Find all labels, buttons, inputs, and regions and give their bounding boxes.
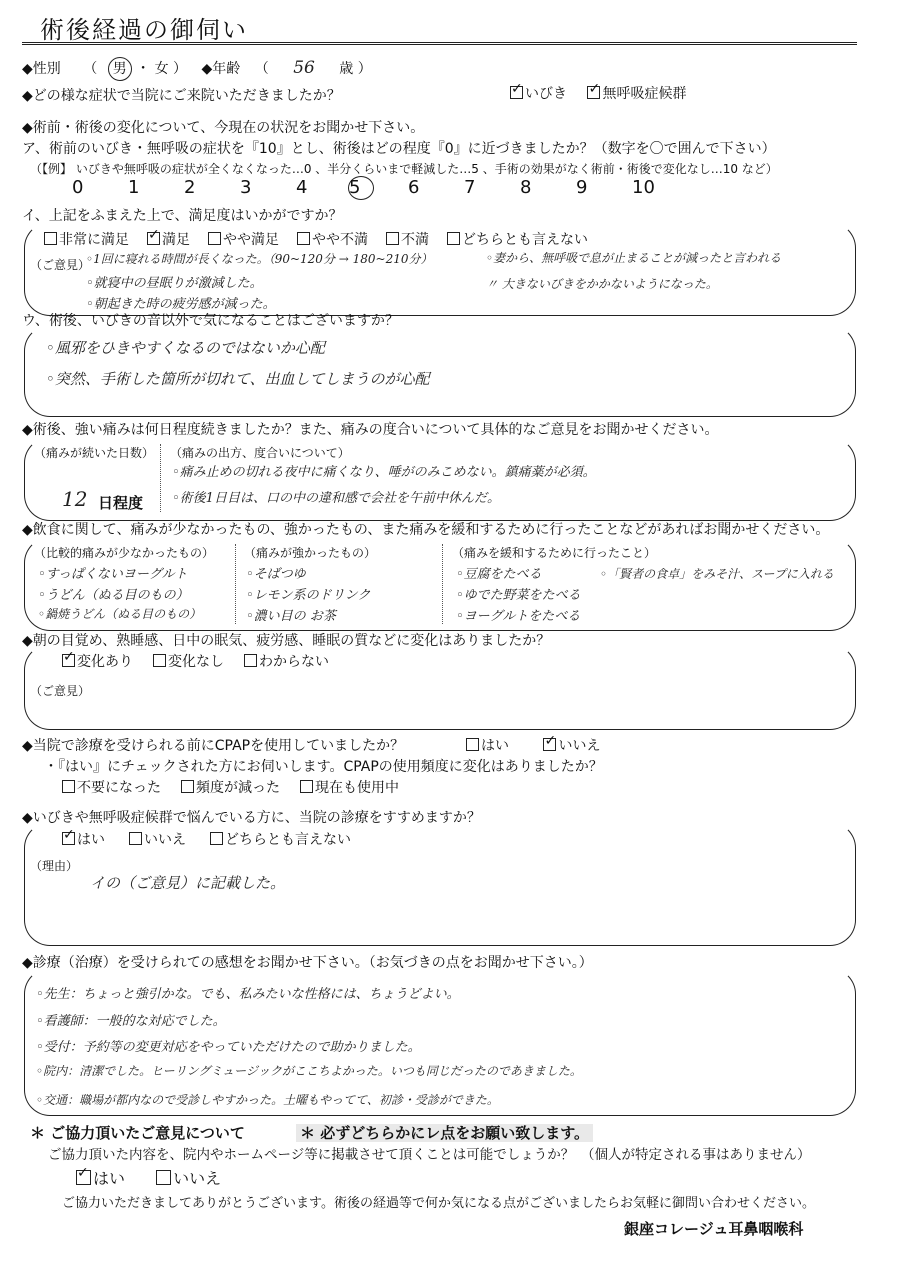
reason-text: イの（ご意見）に記載した。 bbox=[90, 874, 286, 892]
option-label: 変化なし bbox=[168, 654, 224, 670]
option-item[interactable] bbox=[297, 232, 368, 248]
option-label: 不要になった bbox=[77, 780, 161, 796]
food-col2-item-2: ◦レモン系のドリンク bbox=[246, 588, 371, 603]
score-option[interactable]: 6 bbox=[408, 177, 420, 198]
checkbox[interactable] bbox=[386, 232, 399, 245]
food-col1-item-2: ◦うどん（ぬる目のもの） bbox=[38, 588, 189, 603]
footer-thanks: ご協力いただきましてありがとうございます。術後の経過等で何か気になる点がございましたらお気軽に御問い合わせください。 bbox=[62, 1196, 815, 1211]
checkbox[interactable] bbox=[129, 832, 142, 845]
publish-no-checkbox[interactable] bbox=[156, 1170, 171, 1185]
option-item[interactable] bbox=[62, 832, 105, 848]
cpap-no-checkbox[interactable] bbox=[543, 738, 556, 751]
score-scale bbox=[72, 176, 688, 200]
publish-yes-checkbox[interactable] bbox=[76, 1170, 91, 1185]
option-label: どちらとも言えない bbox=[462, 232, 588, 248]
food-col3-item-2: ◦ゆでた野菜をたべる bbox=[456, 588, 581, 603]
cpap-options: はい ✓ いいえ bbox=[466, 735, 600, 755]
checkbox[interactable] bbox=[62, 780, 75, 793]
sat-comment-3: ◦朝起きた時の疲労感が減った。 bbox=[86, 297, 276, 312]
checkbox[interactable] bbox=[153, 654, 166, 667]
other-question: ウ、術後、いびきの音以外で気になることはございますか？ bbox=[22, 313, 399, 329]
option-label: やや満足 bbox=[223, 232, 279, 248]
impression-comment-5: ◦交通：職場が都内なので受診しやすかった。土曜もやってて、初診・受診ができた。 bbox=[36, 1093, 499, 1107]
option-label: 不満 bbox=[401, 232, 429, 248]
food-col3-extra: ◦「賢者の食卓」をみそ汁、スープに入れる bbox=[600, 567, 834, 581]
pain-days-value[interactable]: 12 bbox=[62, 487, 88, 511]
impression-question: ◆診療（治療）を受けられての感想をお聞かせ下さい。（お気づきの点をお聞かせ下さい。） bbox=[22, 955, 593, 971]
pain-question: ◆術後、強い痛みは何日程度続きましたか？また、痛みの度合いについて具体的なご意見をお聞かせください。 bbox=[22, 422, 719, 438]
option-item[interactable] bbox=[447, 232, 588, 248]
impression-comment-3: ◦受付：予約等の変更対応をやっていただけたので助かりました。 bbox=[36, 1040, 421, 1055]
sat-comment-1: ◦1回に寝れる時間が長くなった。（90~120分 → 180~210分） bbox=[86, 252, 433, 266]
cpap-yes-checkbox[interactable] bbox=[466, 738, 479, 751]
opinion-label: （ご意見） bbox=[30, 258, 91, 272]
score-option[interactable]: 2 bbox=[184, 177, 196, 198]
score-option[interactable]: 8 bbox=[520, 177, 532, 198]
food-col2-item-3: ◦濃い目の お茶 bbox=[246, 609, 336, 624]
option-item[interactable] bbox=[44, 232, 129, 248]
food-divider-1 bbox=[235, 544, 236, 624]
impression-comment-1: ◦先生：ちょっと強引かな。でも、私みたいな性格には、ちょうどよい。 bbox=[36, 987, 460, 1002]
recommend-options bbox=[62, 829, 375, 849]
impression-comment-2: ◦看護師：一般的な対応でした。 bbox=[36, 1014, 226, 1029]
footer-publish-question: ご協力頂いた内容を、院内やホームページ等に掲載させて頂くことは可能でしょうか？ （個人が特定される事はありません） bbox=[48, 1147, 811, 1163]
satisfaction-options bbox=[44, 229, 606, 249]
footer-required: ＊ 必ずどちらかにレ点をお願い致します。 bbox=[296, 1122, 593, 1143]
symptom-options: ✓ いびき ✓ 無呼吸症候群 bbox=[510, 83, 686, 103]
page-title: 術後経過の御伺い bbox=[40, 16, 248, 44]
option-item[interactable] bbox=[129, 832, 186, 848]
option-item[interactable] bbox=[62, 654, 133, 670]
checkbox[interactable] bbox=[300, 780, 313, 793]
satisfaction-question: イ、上記をふまえた上で、満足度はいかがですか？ bbox=[22, 208, 343, 224]
checkbox[interactable] bbox=[62, 654, 75, 667]
food-col1-item-1: ◦すっぱくないヨーグルト bbox=[38, 567, 188, 582]
age-value[interactable]: 56 bbox=[293, 58, 315, 78]
pain-comment-1: ◦痛み止めの切れる夜中に痛くなり、唾がのみこめない。鎮痛薬が必須。 bbox=[172, 465, 596, 480]
impression-comment-4: ◦院内：清潔でした。ヒーリングミュージックがここちよかった。いつも同じだったのであきました。 bbox=[36, 1064, 582, 1078]
checkbox[interactable] bbox=[44, 232, 57, 245]
reason-label: （理由） bbox=[30, 859, 79, 873]
change-subquestion: ア、術前のいびき・無呼吸の症状を『10』とし、術後はどの程度『0』に近づきましたか？（数字を〇で囲んで下さい） bbox=[22, 141, 776, 157]
gender-female[interactable]: 女 bbox=[154, 61, 169, 77]
food-divider-2 bbox=[442, 544, 443, 624]
score-option[interactable]: 7 bbox=[464, 177, 476, 198]
food-col1-label: （比較的痛みが少なかったもの） bbox=[34, 546, 215, 560]
footer-cooperation: ＊ ご協力頂いたご意見について bbox=[30, 1124, 245, 1142]
score-option[interactable]: 4 bbox=[296, 177, 308, 198]
option-label: 現在も使用中 bbox=[315, 780, 399, 796]
option-item[interactable] bbox=[147, 232, 190, 248]
change-question: ◆術前・術後の変化について、今現在の状況をお聞かせ下さい。 bbox=[22, 120, 425, 136]
food-col2-label: （痛みが強かったもの） bbox=[244, 546, 377, 560]
option-item[interactable] bbox=[210, 832, 351, 848]
cpap-subquestion: ・『はい』にチェックされた方にお伺いします。CPAPの使用頻度に変化はありましたか？ bbox=[44, 759, 603, 775]
food-question: ◆飲食に関して、痛みが少なかったもの、強かったもの、また痛みを緩和するために行ったことなどがあればお聞かせください。 bbox=[22, 522, 830, 538]
option-item[interactable] bbox=[244, 654, 329, 670]
checkbox[interactable] bbox=[297, 232, 310, 245]
pain-days-unit: 日程度 bbox=[98, 494, 144, 512]
checkbox[interactable] bbox=[62, 832, 75, 845]
other-comment-1: ◦風邪をひきやすくなるのではないか心配 bbox=[46, 339, 325, 357]
option-item[interactable] bbox=[300, 780, 399, 796]
option-label: やや不満 bbox=[312, 232, 368, 248]
pain-detail-label: （痛みの出方、度合いについて） bbox=[170, 446, 350, 460]
food-col2-item-1: ◦そばつゆ bbox=[246, 567, 306, 582]
option-label: 満足 bbox=[162, 232, 190, 248]
pain-divider bbox=[160, 444, 161, 512]
clinic-name: 銀座コレージュ耳鼻咽喉科 bbox=[624, 1220, 804, 1238]
food-col1-item-3: ◦鍋焼うどん（ぬる目のもの） bbox=[38, 607, 202, 621]
sat-comment-4: ◦妻から、無呼吸で息が止まることが減ったと言われる bbox=[486, 251, 782, 265]
food-col3-item-1: ◦豆腐をたべる bbox=[456, 567, 542, 582]
food-col3-label: （痛みを緩和するために行ったこと） bbox=[452, 546, 657, 560]
score-option[interactable]: 5 bbox=[352, 176, 408, 200]
option-item[interactable] bbox=[386, 232, 429, 248]
checkbox[interactable] bbox=[210, 832, 223, 845]
checkbox[interactable] bbox=[244, 654, 257, 667]
gender-row: ◆性別 （ 男 ・ 女 ） ◆年齢 （ 56 歳 ） bbox=[22, 57, 372, 81]
symptom-question: ◆どの様な症状で当院にご来院いただきましたか？ bbox=[22, 88, 341, 104]
checkbox[interactable] bbox=[147, 232, 160, 245]
option-label: どちらとも言えない bbox=[225, 832, 351, 848]
footer-publish-options: ✓はい いいえ bbox=[76, 1166, 221, 1189]
checkbox[interactable] bbox=[447, 232, 460, 245]
sleep-question: ◆朝の目覚め、熟睡感、日中の眠気、疲労感、睡眠の質などに変化はありましたか？ bbox=[22, 633, 551, 649]
cpap-sub-options bbox=[62, 777, 419, 797]
option-item[interactable] bbox=[181, 780, 280, 796]
score-option[interactable]: 10 bbox=[632, 177, 655, 198]
cpap-question: ◆当院で診療を受けられる前にCPAPを使用していましたか？ bbox=[22, 738, 405, 754]
option-label: いいえ bbox=[144, 832, 186, 848]
option-item[interactable] bbox=[153, 654, 224, 670]
score-option[interactable]: 9 bbox=[576, 177, 588, 198]
option-label: 非常に満足 bbox=[59, 232, 129, 248]
title-underline bbox=[22, 42, 857, 45]
option-label: 変化あり bbox=[77, 654, 133, 670]
option-label: 頻度が減った bbox=[196, 780, 280, 796]
apnea-checkbox[interactable] bbox=[587, 86, 600, 99]
score-option[interactable]: 1 bbox=[128, 177, 140, 198]
change-example: （【例】 いびきや無呼吸の症状が全くなくなった…0 、半分くらいまで軽減した…5 、手術の効果がなく術前・術後で変化なし…10 など） bbox=[30, 162, 778, 176]
option-label: わからない bbox=[259, 654, 329, 670]
recommend-question: ◆いびきや無呼吸症候群で悩んでいる方に、当院の診療をすすめますか？ bbox=[22, 810, 481, 826]
checkbox[interactable] bbox=[208, 232, 221, 245]
other-comment-2: ◦突然、手術した箇所が切れて、出血してしまうのが心配 bbox=[46, 370, 430, 388]
sat-comment-2: ◦就寝中の昼眠りが激減した。 bbox=[86, 276, 263, 291]
sleep-opinion-label: （ご意見） bbox=[30, 684, 91, 698]
sleep-options bbox=[62, 651, 349, 671]
score-option[interactable]: 3 bbox=[240, 177, 252, 198]
snoring-checkbox[interactable] bbox=[510, 86, 523, 99]
sat-comment-5: 〃 大きないびきをかかないようになった。 bbox=[486, 277, 718, 291]
option-label: はい bbox=[77, 832, 105, 848]
score-option[interactable]: 0 bbox=[72, 177, 84, 198]
option-item[interactable] bbox=[208, 232, 279, 248]
pain-comment-2: ◦術後1日目は、口の中の違和感で会社を午前中休んだ。 bbox=[172, 491, 500, 506]
pain-days-label: （痛みが続いた日数） bbox=[34, 446, 155, 460]
gender-male-circled[interactable]: 男 bbox=[108, 57, 132, 81]
food-col3-item-3: ◦ヨーグルトをたべる bbox=[456, 609, 581, 624]
option-item[interactable] bbox=[62, 780, 161, 796]
checkbox[interactable] bbox=[181, 780, 194, 793]
